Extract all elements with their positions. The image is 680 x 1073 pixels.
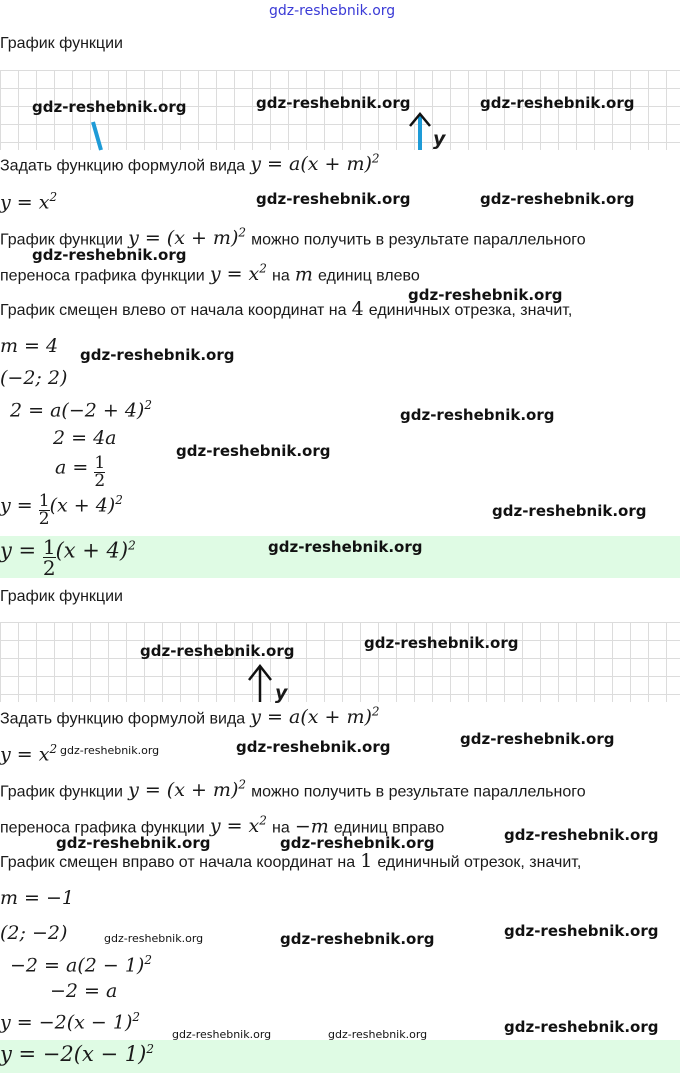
moved-text-b: единичных отрезка, значит,: [368, 302, 573, 319]
result-function-2: $y = -2(x - 1)^2$: [0, 1010, 141, 1034]
shift-text-a: График функции: [0, 231, 123, 249]
watermark: gdz-reshebnik.org: [480, 94, 635, 112]
m-value: m = 4: [0, 335, 59, 357]
watermark: gdz-reshebnik.org: [104, 932, 204, 945]
shift2-text-a: переноса графика функции: [0, 267, 205, 285]
watermark: gdz-reshebnik.org: [56, 834, 211, 852]
m-value-2: m = −1: [0, 887, 75, 909]
point-2: (2; −2): [0, 922, 68, 944]
answer-highlight-2: [0, 1040, 680, 1073]
watermark: gdz-reshebnik.org: [236, 738, 391, 756]
final-answer-2: $y = -2(x - 1)^2$: [0, 1042, 154, 1066]
formula-form-2: $y = a(x + m)^2$: [250, 705, 380, 729]
section-heading-2: График функции: [0, 588, 123, 605]
equation-2: 2 = 4a: [53, 427, 117, 449]
result-function: y = $\frac{1}{2}$ $(x + 4)^2$: [0, 491, 123, 529]
section-heading: График функции: [0, 35, 123, 52]
watermark: gdz-reshebnik.org: [504, 922, 659, 940]
watermark: gdz-reshebnik.org: [480, 190, 635, 208]
equation-1-2: $-2 = a(2 - 1)^2$: [10, 953, 152, 977]
parabola-segment: [93, 122, 101, 150]
point: (−2; 2): [0, 367, 68, 389]
watermark: gdz-reshebnik.org: [268, 538, 423, 556]
equation-1: $2 = a(-2 + 4)^2$: [10, 398, 152, 422]
moved-text-a: График смещен влево от начала координат на: [0, 302, 347, 319]
base-function-inline-2: $y = x^2$: [209, 814, 267, 838]
graph-svg-2: [0, 622, 680, 702]
shift2-text-b: на: [272, 267, 290, 285]
m-symbol: m: [294, 263, 313, 286]
graph-area-2: [0, 622, 680, 702]
watermark: gdz-reshebnik.org: [256, 190, 411, 208]
shift2-text-c: единиц влево: [317, 267, 420, 285]
final-answer: y = $\frac{1}{2}$ $(x + 4)^2$: [0, 535, 136, 580]
y-axis-label: y: [433, 128, 446, 150]
watermark: gdz-reshebnik.org: [460, 730, 615, 748]
watermark: gdz-reshebnik.org: [364, 634, 519, 652]
equation-2-2: −2 = a: [50, 980, 118, 1002]
base-function-inline: $y = x^2$: [209, 262, 267, 286]
watermark: gdz-reshebnik.org: [328, 1028, 428, 1041]
shift-text-b: можно получить в результате параллельного: [251, 231, 586, 249]
watermark: gdz-reshebnik.org: [32, 246, 187, 264]
watermark-top: gdz-reshebnik.org: [269, 3, 396, 19]
base-function: $y = x^2$: [0, 190, 58, 214]
watermark: gdz-reshebnik.org: [504, 1018, 659, 1036]
watermark: gdz-reshebnik.org: [280, 930, 435, 948]
watermark: gdz-reshebnik.org: [400, 406, 555, 424]
moved-text-a-2: График смещен вправо от начала координат на: [0, 854, 356, 871]
watermark: gdz-reshebnik.org: [492, 502, 647, 520]
watermark: gdz-reshebnik.org: [280, 834, 435, 852]
moved-text-b-2: единичный отрезок, значит,: [377, 854, 582, 871]
shift-formula-2: $y = (x + m)^2$: [128, 778, 246, 802]
moved-number: 4: [351, 298, 364, 320]
watermark: gdz-reshebnik.org: [140, 642, 295, 660]
watermark: gdz-reshebnik.org: [176, 442, 331, 460]
neg-m-symbol: −m: [294, 815, 329, 838]
shift-text-a-2: График функции: [0, 783, 123, 801]
watermark: gdz-reshebnik.org: [408, 286, 563, 304]
y-axis-label-2: y: [275, 682, 288, 704]
shift2-text-c-2: единиц вправо: [333, 819, 445, 837]
watermark: gdz-reshebnik.org: [172, 1028, 272, 1041]
watermark: gdz-reshebnik.org: [80, 346, 235, 364]
watermark: gdz-reshebnik.org: [32, 98, 187, 116]
watermark: gdz-reshebnik.org: [504, 826, 659, 844]
shift-formula: $y = (x + m)^2$: [128, 226, 246, 250]
shift2-text-b-2: на: [272, 819, 290, 837]
task-text: Задать функцию формулой вида: [0, 157, 246, 175]
shift-text-b-2: можно получить в результате параллельного: [251, 783, 586, 801]
base-function-2: $y = x^2$: [0, 742, 58, 766]
equation-3: a = $\frac{1}{2}$: [55, 453, 106, 491]
moved-number-2: 1: [360, 850, 373, 872]
task-text-2: Задать функцию формулой вида: [0, 710, 246, 728]
watermark: gdz-reshebnik.org: [60, 744, 160, 757]
shift2-text-a-2: переноса графика функции: [0, 819, 205, 837]
watermark: gdz-reshebnik.org: [256, 94, 411, 112]
formula-form: $y = a(x + m)^2$: [250, 152, 380, 176]
